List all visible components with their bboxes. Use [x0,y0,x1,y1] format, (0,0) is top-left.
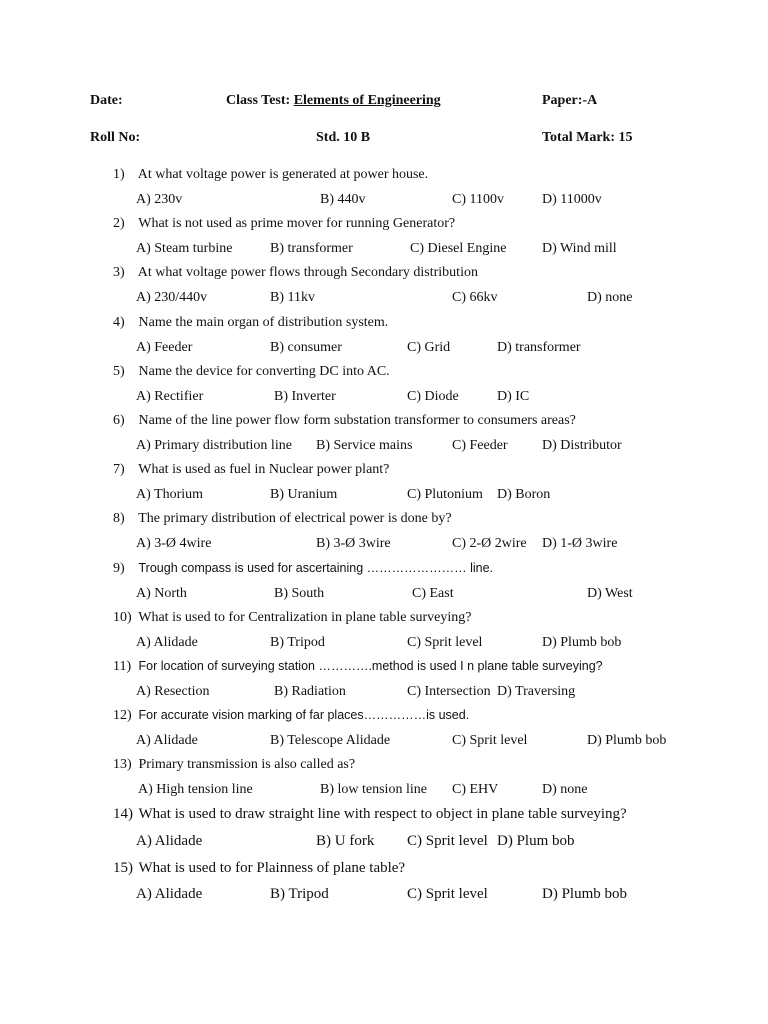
question-text: For location of surveying station ………….method is used I n plane table surveying? [138,658,603,673]
option-a: A) High tension line [138,782,253,798]
option-c: C) Plutonium [407,487,483,503]
question-15 [113,860,753,909]
date-label: Date: [90,93,123,108]
option-d: D) 1-Ø 3wire [542,536,618,552]
question-text: What is used to for Centralization in plane table surveying? [138,609,472,625]
option-c: C) East [412,585,454,601]
roll-no-label: Roll No: [90,130,141,145]
question-11 [113,659,753,708]
option-b: B) U fork [316,833,375,850]
option-a: A) Alidade [136,634,198,650]
question-text: Primary transmission is also called as? [138,757,356,773]
question-2 [113,216,753,265]
option-a: A) 230/440v [136,290,208,306]
question-text: At what voltage power flows through Secondary distribution [137,265,478,281]
question-6 [113,413,753,462]
option-d: D) West [587,585,633,601]
option-d: D) Wind mill [542,241,617,257]
option-d: D) Boron [497,487,551,503]
option-c: C) EHV [452,782,499,798]
option-b: B) transformer [270,241,353,257]
question-number: 4) [113,314,125,330]
question-1 [113,167,753,216]
question-text: At what voltage power is generated at power house. [137,167,429,182]
question-number: 7) [113,462,125,478]
option-b: B) Radiation [274,683,346,699]
option-d: D) Plumb bob [542,634,622,650]
option-a: A) Steam turbine [136,241,233,257]
option-a: A) Rectifier [136,388,204,404]
question-number: 10) [113,609,132,625]
option-a: A) Alidade [136,833,203,850]
option-a: A) 3-Ø 4wire [136,536,212,552]
option-d: D) 11000v [542,192,602,207]
question-list [113,167,753,909]
question-14 [113,806,753,855]
question-12 [113,708,753,757]
option-d: D) transformer [497,339,581,355]
question-number: 15) [113,859,133,876]
total-mark-label: Total Mark: 15 [542,130,633,145]
option-a: A) Primary distribution line [136,437,292,453]
option-c: C) Intersection [407,683,491,699]
question-7 [113,462,753,511]
option-b: B) Uranium [270,487,338,503]
question-text: What is used as fuel in Nuclear power plant? [138,462,390,478]
question-text: What is used to for Plainness of plane table? [138,859,406,876]
option-b: B) Tripod [270,634,325,650]
option-c: C) Sprit level [407,833,488,850]
question-5 [113,364,753,413]
paper-label: Paper:-A [542,93,598,108]
option-a: A) Alidade [136,733,198,749]
option-a: A) Resection [136,683,210,699]
option-b: B) 440v [320,192,366,207]
option-c: C) 1100v [452,192,504,207]
question-number: 14) [113,806,133,823]
question-number: 11) [113,658,132,674]
question-text: For accurate vision marking of far places……………is used. [138,708,470,723]
class-test-label: Class Test: [226,93,291,108]
option-c: C) Grid [407,339,451,355]
std-label: Std. 10 B [316,130,371,145]
question-13 [113,757,753,806]
question-number: 5) [113,363,125,379]
option-d: D) IC [497,388,530,404]
question-8 [113,511,753,560]
option-d: D) none [587,290,633,306]
question-text: Name of the line power flow form substation transformer to consumers areas? [138,412,576,428]
option-b: B) Inverter [274,388,336,404]
option-c: C) Sprit level [452,733,528,749]
option-a: A) Alidade [136,885,203,902]
question-number: 8) [113,511,125,527]
question-text: Name the main organ of distribution system. [138,314,389,330]
option-a: A) Thorium [136,487,204,503]
question-number: 13) [113,757,132,773]
question-number: 2) [113,216,125,232]
question-10 [113,610,753,659]
option-d: D) Plumb bob [587,733,667,749]
option-b: B) Telescope Alidade [270,733,391,749]
class-test-heading [226,93,441,109]
question-number: 3) [113,265,125,281]
question-number: 1) [113,167,125,182]
question-number: 6) [113,412,125,428]
question-number: 9) [113,560,125,576]
question-3 [113,265,753,314]
option-d: D) Traversing [497,683,576,699]
question-number: 12) [113,708,132,724]
option-c: C) Diesel Engine [410,241,507,257]
option-c: C) Feeder [452,437,508,453]
option-a: A) North [136,585,187,601]
option-a: A) 230v [136,192,183,207]
question-text: What is used to draw straight line with respect to object in plane table surveying? [138,806,627,823]
option-b: B) Service mains [316,437,413,453]
option-c: C) Sprit level [407,885,488,902]
question-text: Name the device for converting DC into AC. [138,363,390,379]
question-text: What is not used as prime mover for running Generator? [138,216,456,232]
option-b: B) 3-Ø 3wire [316,536,391,552]
option-d: D) Plumb bob [542,885,628,902]
question-4 [113,315,753,364]
option-b: B) South [274,585,325,601]
question-text: The primary distribution of electrical power is done by? [138,511,452,527]
question-text: Trough compass is used for ascertaining …………………… line. [138,560,494,575]
option-d: D) Distributor [542,437,622,453]
option-b: B) 11kv [270,290,315,306]
option-b: B) low tension line [320,782,427,798]
option-c: C) Sprit level [407,634,483,650]
option-c: C) 66kv [452,290,498,306]
option-d: D) Plum bob [497,833,575,850]
option-b: B) consumer [270,339,342,355]
option-b: B) Tripod [270,885,329,902]
subject-title: Elements of Engineering [293,93,441,108]
option-d: D) none [542,782,588,798]
option-c: C) 2-Ø 2wire [452,536,527,552]
option-a: A) Feeder [136,339,193,355]
option-c: C) Diode [407,388,459,404]
question-9 [113,561,753,610]
